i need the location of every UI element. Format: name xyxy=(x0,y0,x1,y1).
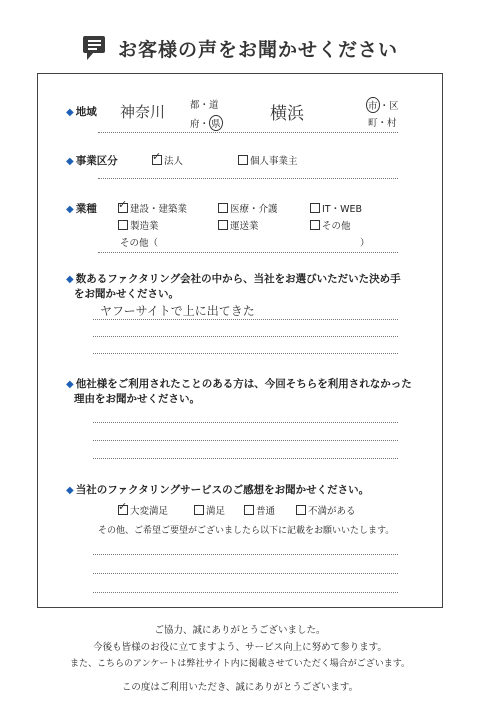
footer-notice: また、こちらのアンケートは弊社サイト内に掲載させていただく場合がございます。 xyxy=(69,659,411,669)
checkbox[interactable] xyxy=(218,220,228,230)
pref-ken-circled: 県 xyxy=(209,115,223,131)
satisfaction-question: ◆ 当社のファクタリングサービスのご感想をお聞かせください。 xyxy=(66,484,370,496)
request-line-2 xyxy=(93,573,398,574)
option-other[interactable]: その他 xyxy=(310,218,351,232)
checkbox[interactable] xyxy=(296,505,306,515)
city-shi-circled: 市 xyxy=(366,97,380,113)
other-line-1 xyxy=(93,422,398,423)
city-suffix-top: 市 ・区 xyxy=(366,97,399,113)
speech-bubble-icon xyxy=(82,35,110,61)
checkbox-checked[interactable] xyxy=(152,155,162,165)
option-dissatisfied[interactable]: 不満がある xyxy=(296,503,356,517)
survey-header xyxy=(0,30,480,66)
option-it-web[interactable]: IT・WEB xyxy=(310,201,362,215)
footer-thanks: ご協力、誠にありがとうございました。 xyxy=(154,625,326,636)
other-company-question: ◆ 他社様をご利用されたことのある方は、今回そちらを利用されなかった xyxy=(66,378,412,390)
checkbox[interactable] xyxy=(310,220,320,230)
option-sole-proprietor[interactable]: 個人事業主 xyxy=(238,153,298,167)
diamond-icon: ◆ xyxy=(66,485,74,496)
option-transport[interactable]: 運送業 xyxy=(218,218,259,232)
region-question: ◆ 地域 xyxy=(66,106,97,118)
reason-answer: ヤフーサイトで上に出てきた xyxy=(100,304,255,318)
checkbox[interactable] xyxy=(218,203,228,213)
reason-question-line2: をお聞かせください。 xyxy=(74,288,179,300)
reason-line-1 xyxy=(93,319,398,320)
other-line-3 xyxy=(93,458,398,459)
option-manufacturing[interactable]: 製造業 xyxy=(118,218,159,232)
option-medical[interactable]: 医療・介護 xyxy=(218,201,278,215)
diamond-icon: ◆ xyxy=(66,379,74,390)
checkbox[interactable] xyxy=(310,203,320,213)
reason-line-3 xyxy=(93,353,398,354)
city-answer: 横浜 xyxy=(270,104,304,124)
reason-line-2 xyxy=(93,336,398,337)
prefecture-answer: 神奈川 xyxy=(120,103,166,121)
reason-question: ◆ 数あるファクタリング会社の中から、当社をお選びいただいた決め手 xyxy=(66,273,401,285)
industry-line xyxy=(98,252,398,253)
business-type-question: ◆ 事業区分 xyxy=(66,155,118,167)
industry-other-label: その他（ xyxy=(120,238,159,249)
diamond-icon: ◆ xyxy=(66,204,74,215)
option-construction[interactable]: ✓ 建設・建築業 xyxy=(118,201,187,215)
checkbox[interactable] xyxy=(118,220,128,230)
footer-commitment: 今後も皆様のお役に立てますよう、サービス向上に努めて参ります。 xyxy=(93,642,387,653)
option-satisfied[interactable]: 満足 xyxy=(194,503,225,517)
pref-suffix-bottom: 府・ 県 xyxy=(190,115,223,131)
diamond-icon: ◆ xyxy=(66,107,74,118)
industry-other-close: ） xyxy=(360,238,370,249)
other-line-2 xyxy=(93,440,398,441)
industry-question: ◆ 業種 xyxy=(66,203,97,215)
option-corporation[interactable]: ✓ 法人 xyxy=(152,153,183,167)
diamond-icon: ◆ xyxy=(66,274,74,285)
option-very-satisfied[interactable]: ✓大変満足 xyxy=(118,503,168,517)
option-neutral[interactable]: 普通 xyxy=(244,503,275,517)
survey-form xyxy=(37,73,443,608)
pref-suffix-top: 都・道 xyxy=(190,100,219,111)
page-title: お客様の声をお聞かせください xyxy=(117,38,398,61)
request-line-3 xyxy=(93,592,398,593)
diamond-icon: ◆ xyxy=(66,156,74,167)
checkbox[interactable] xyxy=(244,505,254,515)
city-suffix-bottom: 町・村 xyxy=(368,118,397,129)
request-line-1 xyxy=(93,554,398,555)
request-instruction: その他、ご希望ご要望がございましたら以下に記載をお願いいたします。 xyxy=(98,526,395,536)
checkbox[interactable] xyxy=(194,505,204,515)
checkbox[interactable] xyxy=(238,155,248,165)
region-line xyxy=(98,132,398,133)
footer-closing: この度はご利用いただき、誠にありがとうございます。 xyxy=(121,682,359,693)
business-type-line xyxy=(98,178,398,179)
checkbox-checked[interactable] xyxy=(118,505,128,515)
checkbox-checked[interactable] xyxy=(118,203,128,213)
other-company-question-line2: 理由をお聞かせください。 xyxy=(74,393,200,405)
